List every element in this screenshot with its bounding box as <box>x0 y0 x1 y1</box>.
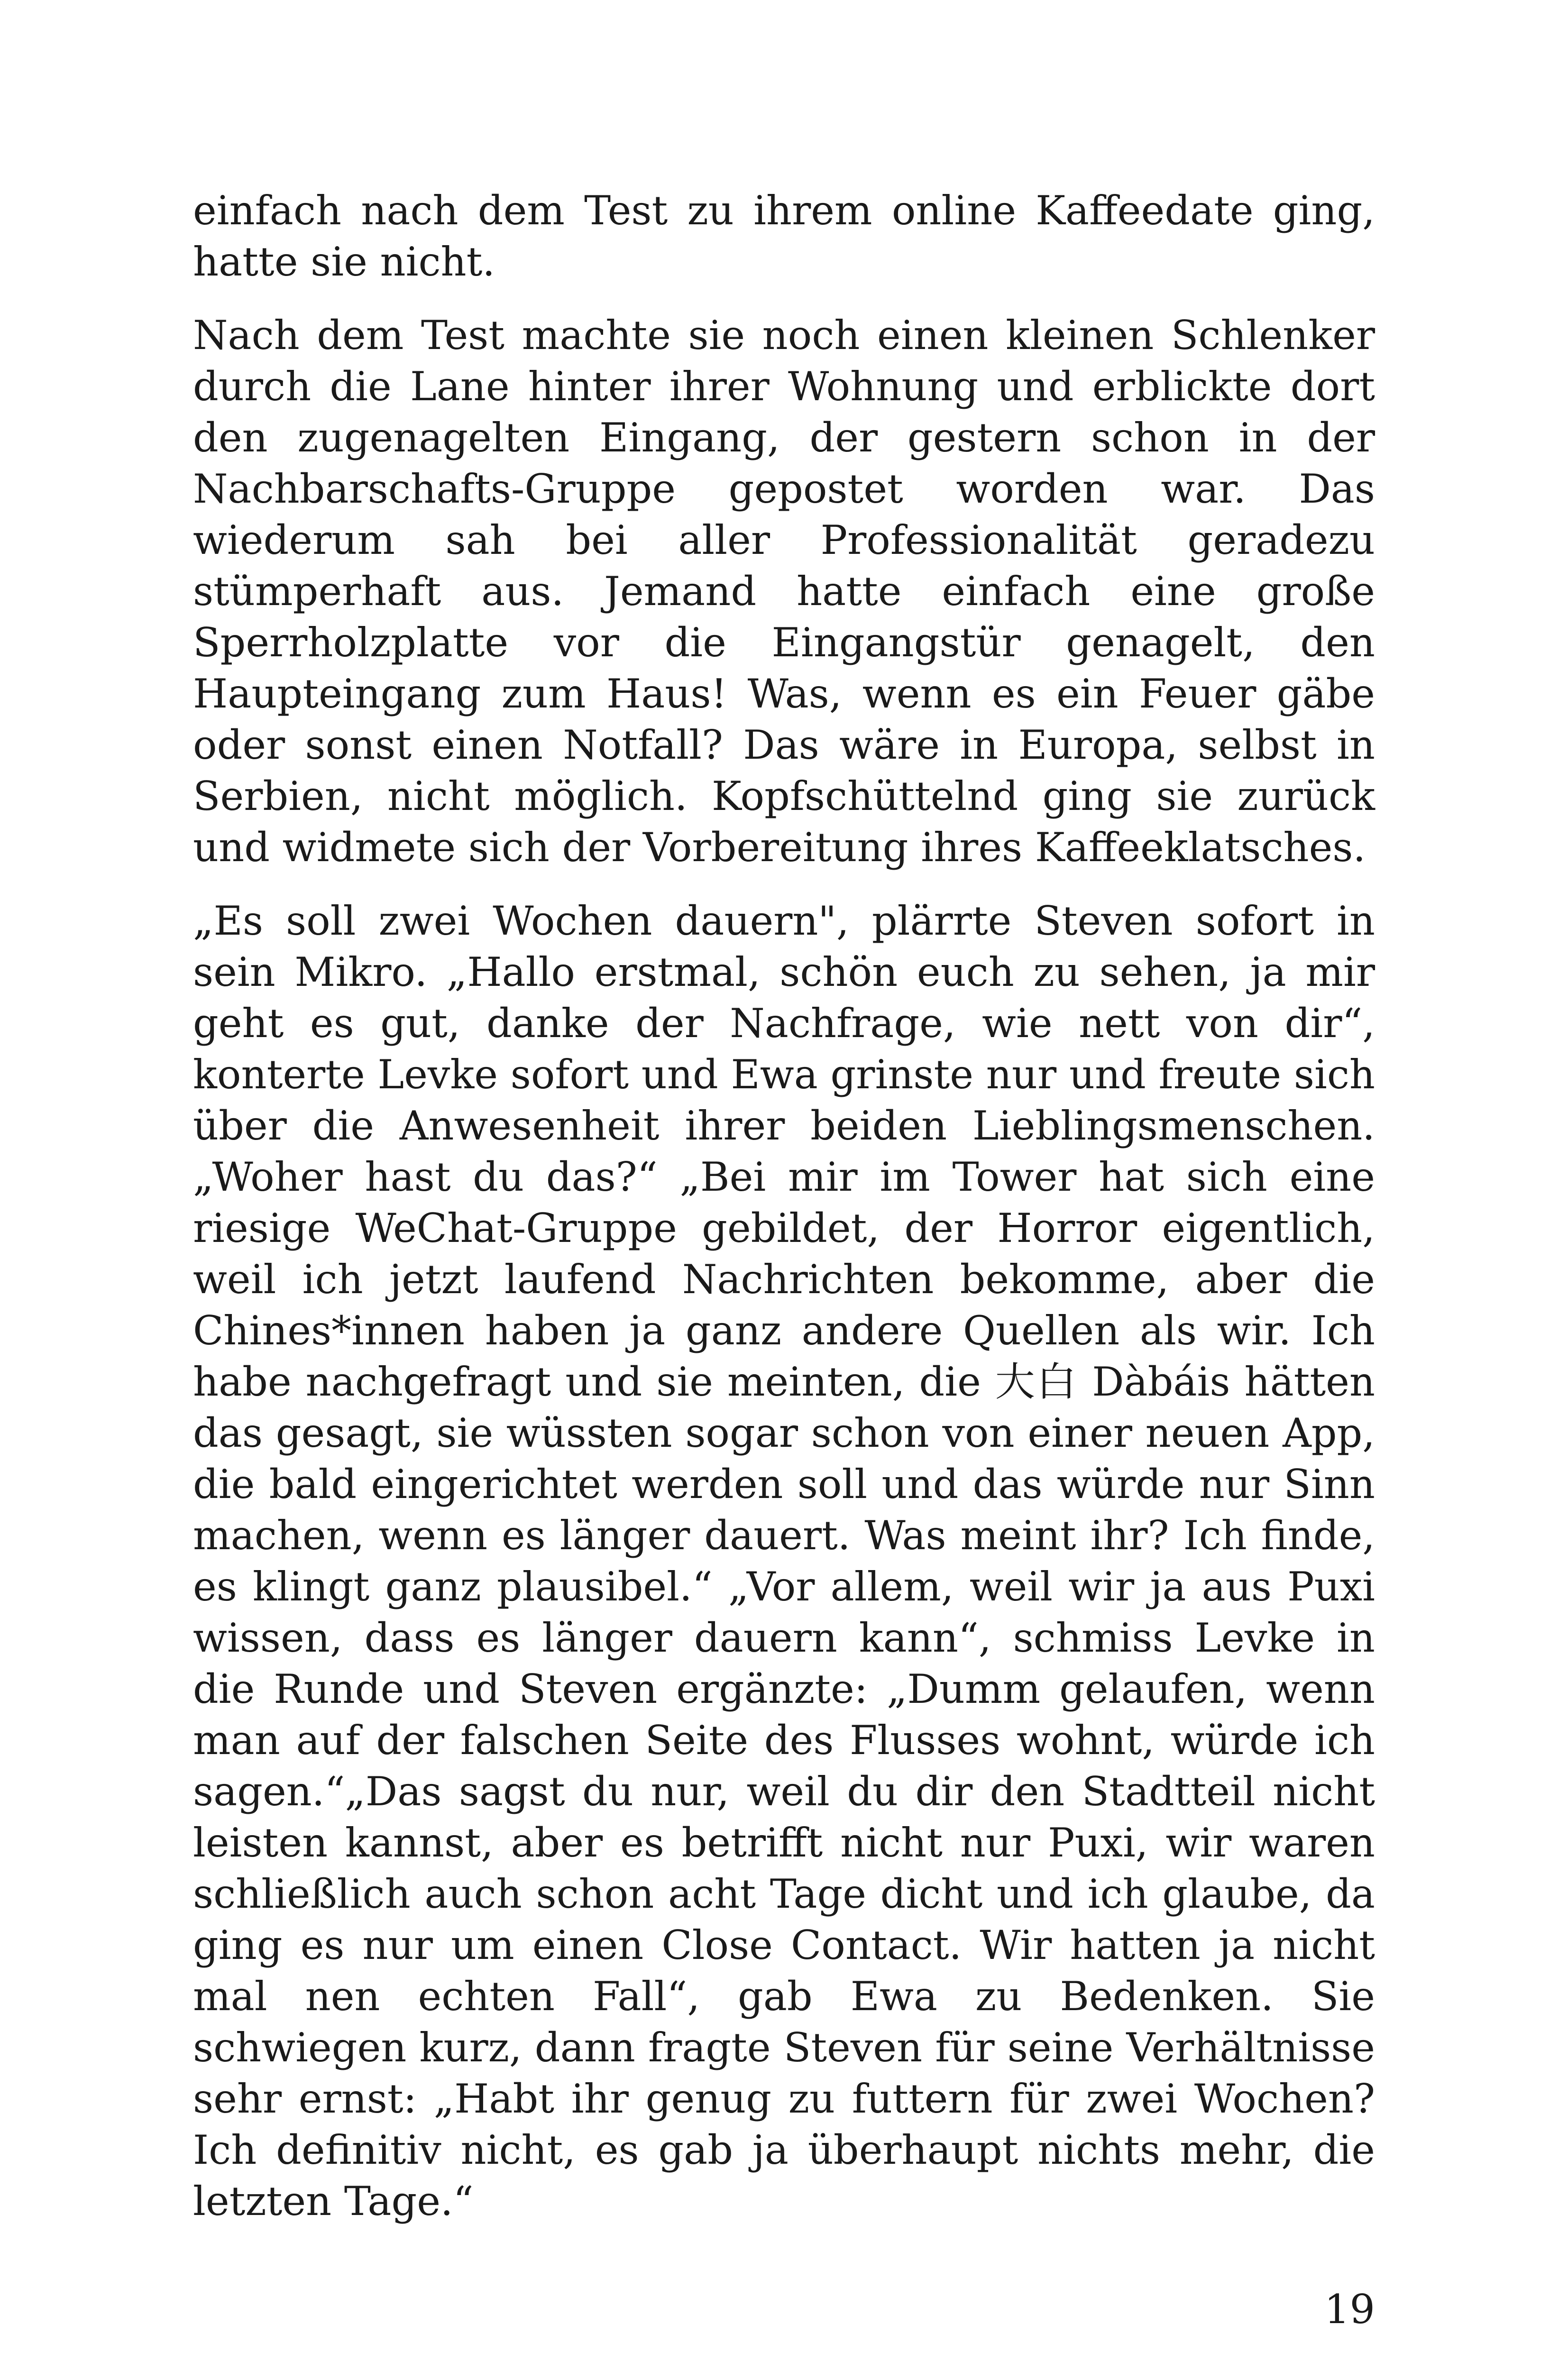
paragraph-2: Nach dem Test machte sie noch einen kleinen Schlenker durch die Lane hinter ihrer Wohnung und erblickte dort den zugenagelten Eingang, der gestern schon in der Nachbarschafts-Gruppe gepostet worden war. Das wiederum sah bei aller Professionalität geradezu stümperhaft aus. Jemand hatte einfach eine große Sperrholzplatte vor die Eingangstür genagelt, den Haupteingang zum Haus! Was, wenn es ein Feuer gäbe oder sonst einen Notfall? Das wäre in Europa, selbst in Serbien, nicht möglich. Kopfschüttelnd ging sie zurück und widmete sich der Vorbereitung ihres Kaffeeklatsches. <box>193 312 1375 871</box>
paragraph-3: „Es soll zwei Wochen dauern", plärrte Steven sofort in sein Mikro. „Hallo erstmal, schön euch zu sehen, ja mir geht es gut, danke der Nachfrage, wie nett von dir“, konterte Levke sofort und Ewa grinste nur und freute sich über die Anwesenheit ihrer beiden Lieblingsmenschen. „Woher hast du das?“ „Bei mir im Tower hat sich eine riesige WeChat-Gruppe gebildet, der Horror eigentlich, weil ich jetzt laufend Nachrichten bekomme, aber die Chines*innen haben ja ganz andere Quellen als wir. Ich habe nachgefragt und sie meinten, die 大白 Dàbáis hätten das gesagt, sie wüssten sogar schon von einer neuen App, die bald eingerichtet werden soll und das würde nur Sinn machen, wenn es länger dauert. Was meint ihr? Ich finde, es klingt ganz plausibel.“ „Vor allem, weil wir ja aus Puxi wissen, dass es länger dauern kann“, schmiss Levke in die Runde und Steven ergänzte: „Dumm gelaufen, wenn man auf der falschen Seite des Flusses wohnt, würde ich sagen.“„Das sagst du nur, weil du dir den Stadtteil nicht leisten kannst, aber es betrifft nicht nur Puxi, wir waren schließlich auch schon acht Tage dicht und ich glaube, da ging es nur um einen Close Contact. Wir hatten ja nicht mal nen echten Fall“, gab Ewa zu Bedenken. Sie schwiegen kurz, dann fragte Steven für seine Verhältnisse sehr ernst: „Habt ihr genug zu futtern für zwei Wochen? Ich definitiv nicht, es gab ja überhaupt nichts mehr, die letzten Tage.“ <box>193 898 1375 2224</box>
paragraph-1: einfach nach dem Test zu ihrem online Kaffeedate ging, hatte sie nicht. <box>193 187 1375 285</box>
page-number: 19 <box>1324 2286 1375 2333</box>
page-body <box>193 185 1375 2371</box>
